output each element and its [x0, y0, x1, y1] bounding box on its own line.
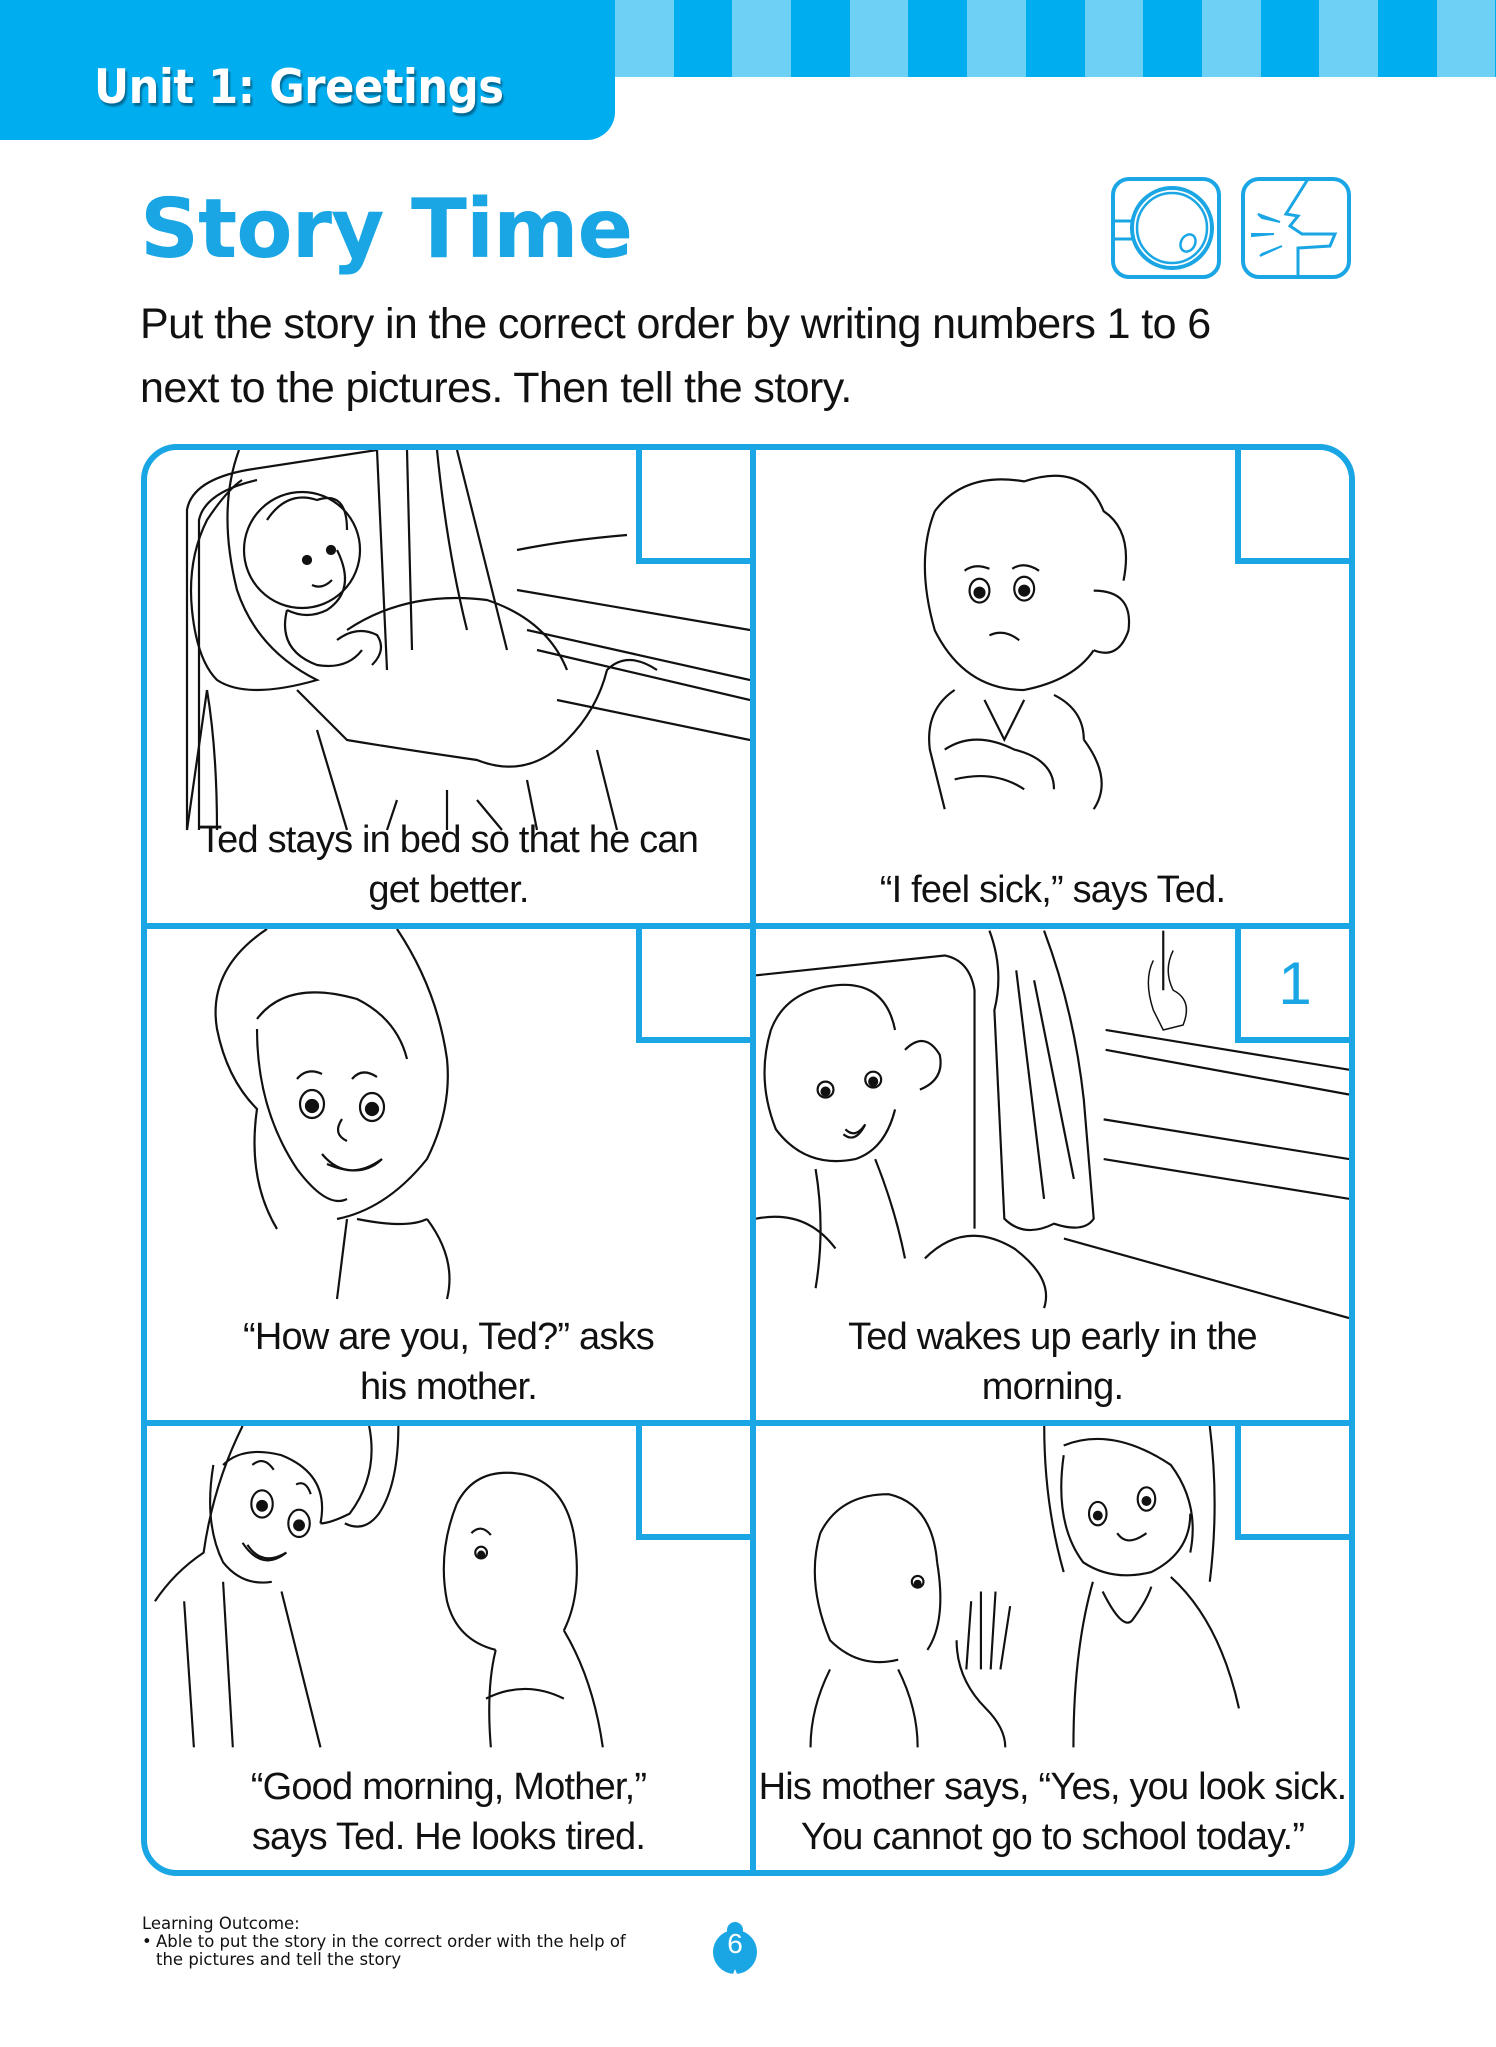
caption-line: Ted stays in bed so that he can — [198, 819, 699, 861]
caption-line: “Good morning, Mother,” — [250, 1766, 647, 1808]
panel-caption — [147, 1762, 750, 1862]
header-stripe — [967, 0, 1026, 77]
panel-caption — [147, 1312, 750, 1412]
page-number: 6 — [727, 1928, 743, 1959]
header-stripe — [908, 0, 967, 77]
header-stripe — [1437, 0, 1496, 77]
header-stripe — [791, 0, 850, 77]
caption-line: You cannot go to school today.” — [800, 1816, 1305, 1858]
header-stripe — [732, 0, 791, 77]
order-number-box[interactable] — [1235, 1426, 1349, 1540]
instructions-line-2: next to the pictures. Then tell the story. — [140, 364, 852, 412]
caption-line: Ted wakes up early in the — [848, 1316, 1257, 1358]
header-stripe — [615, 0, 674, 77]
learning-outcome-line-1: Able to put the story in the correct order with the help of — [156, 1932, 626, 1951]
story-panel-6 — [750, 1420, 1349, 1870]
header-stripe — [1026, 0, 1085, 77]
learning-outcome-line-2: the pictures and tell the story — [156, 1950, 402, 1969]
caption-line: His mother says, “Yes, you look sick. — [758, 1766, 1347, 1808]
story-panel-4 — [750, 923, 1349, 1420]
order-number-box[interactable] — [636, 450, 750, 564]
speak-icon — [1240, 176, 1352, 280]
panel-caption — [756, 865, 1349, 915]
instructions — [140, 292, 1380, 420]
header-stripe — [1261, 0, 1320, 77]
caption-line: his mother. — [359, 1366, 538, 1408]
caption-line: “I feel sick,” says Ted. — [879, 869, 1226, 911]
look-icon — [1110, 176, 1222, 280]
caption-line: “How are you, Ted?” asks — [243, 1316, 654, 1358]
order-number-box[interactable] — [636, 1426, 750, 1540]
order-number-box[interactable] — [636, 929, 750, 1043]
caption-line: says Ted. He looks tired. — [251, 1816, 646, 1858]
story-panels-frame — [141, 444, 1355, 1876]
header-stripe — [1202, 0, 1261, 77]
header-stripe — [674, 0, 733, 77]
panel-caption — [147, 815, 750, 915]
panel-caption — [756, 1312, 1349, 1412]
header-stripe — [1143, 0, 1202, 77]
instructions-line-1: Put the story in the correct order by writing numbers 1 to 6 — [140, 300, 1211, 348]
header-stripes — [615, 0, 1496, 77]
header-stripe — [1085, 0, 1144, 77]
skill-icons — [1110, 176, 1352, 280]
learning-outcome — [142, 1915, 626, 1969]
header-stripe — [850, 0, 909, 77]
story-panel-1 — [147, 450, 750, 923]
story-panel-5 — [147, 1420, 750, 1870]
story-panel-2 — [750, 450, 1349, 923]
order-number-box[interactable] — [1235, 450, 1349, 564]
page-title: Story Time — [140, 182, 633, 277]
learning-outcome-label: Learning Outcome: — [142, 1914, 300, 1933]
header-stripe — [1319, 0, 1378, 77]
caption-line: get better. — [368, 869, 529, 911]
bullet-icon: • — [142, 1932, 152, 1951]
order-number-box[interactable]: 1 — [1235, 929, 1349, 1043]
unit-title: Unit 1: Greetings — [94, 60, 504, 115]
panel-caption — [756, 1762, 1349, 1862]
story-panel-3 — [147, 923, 750, 1420]
caption-line: morning. — [981, 1366, 1124, 1408]
header-stripe — [1378, 0, 1437, 77]
